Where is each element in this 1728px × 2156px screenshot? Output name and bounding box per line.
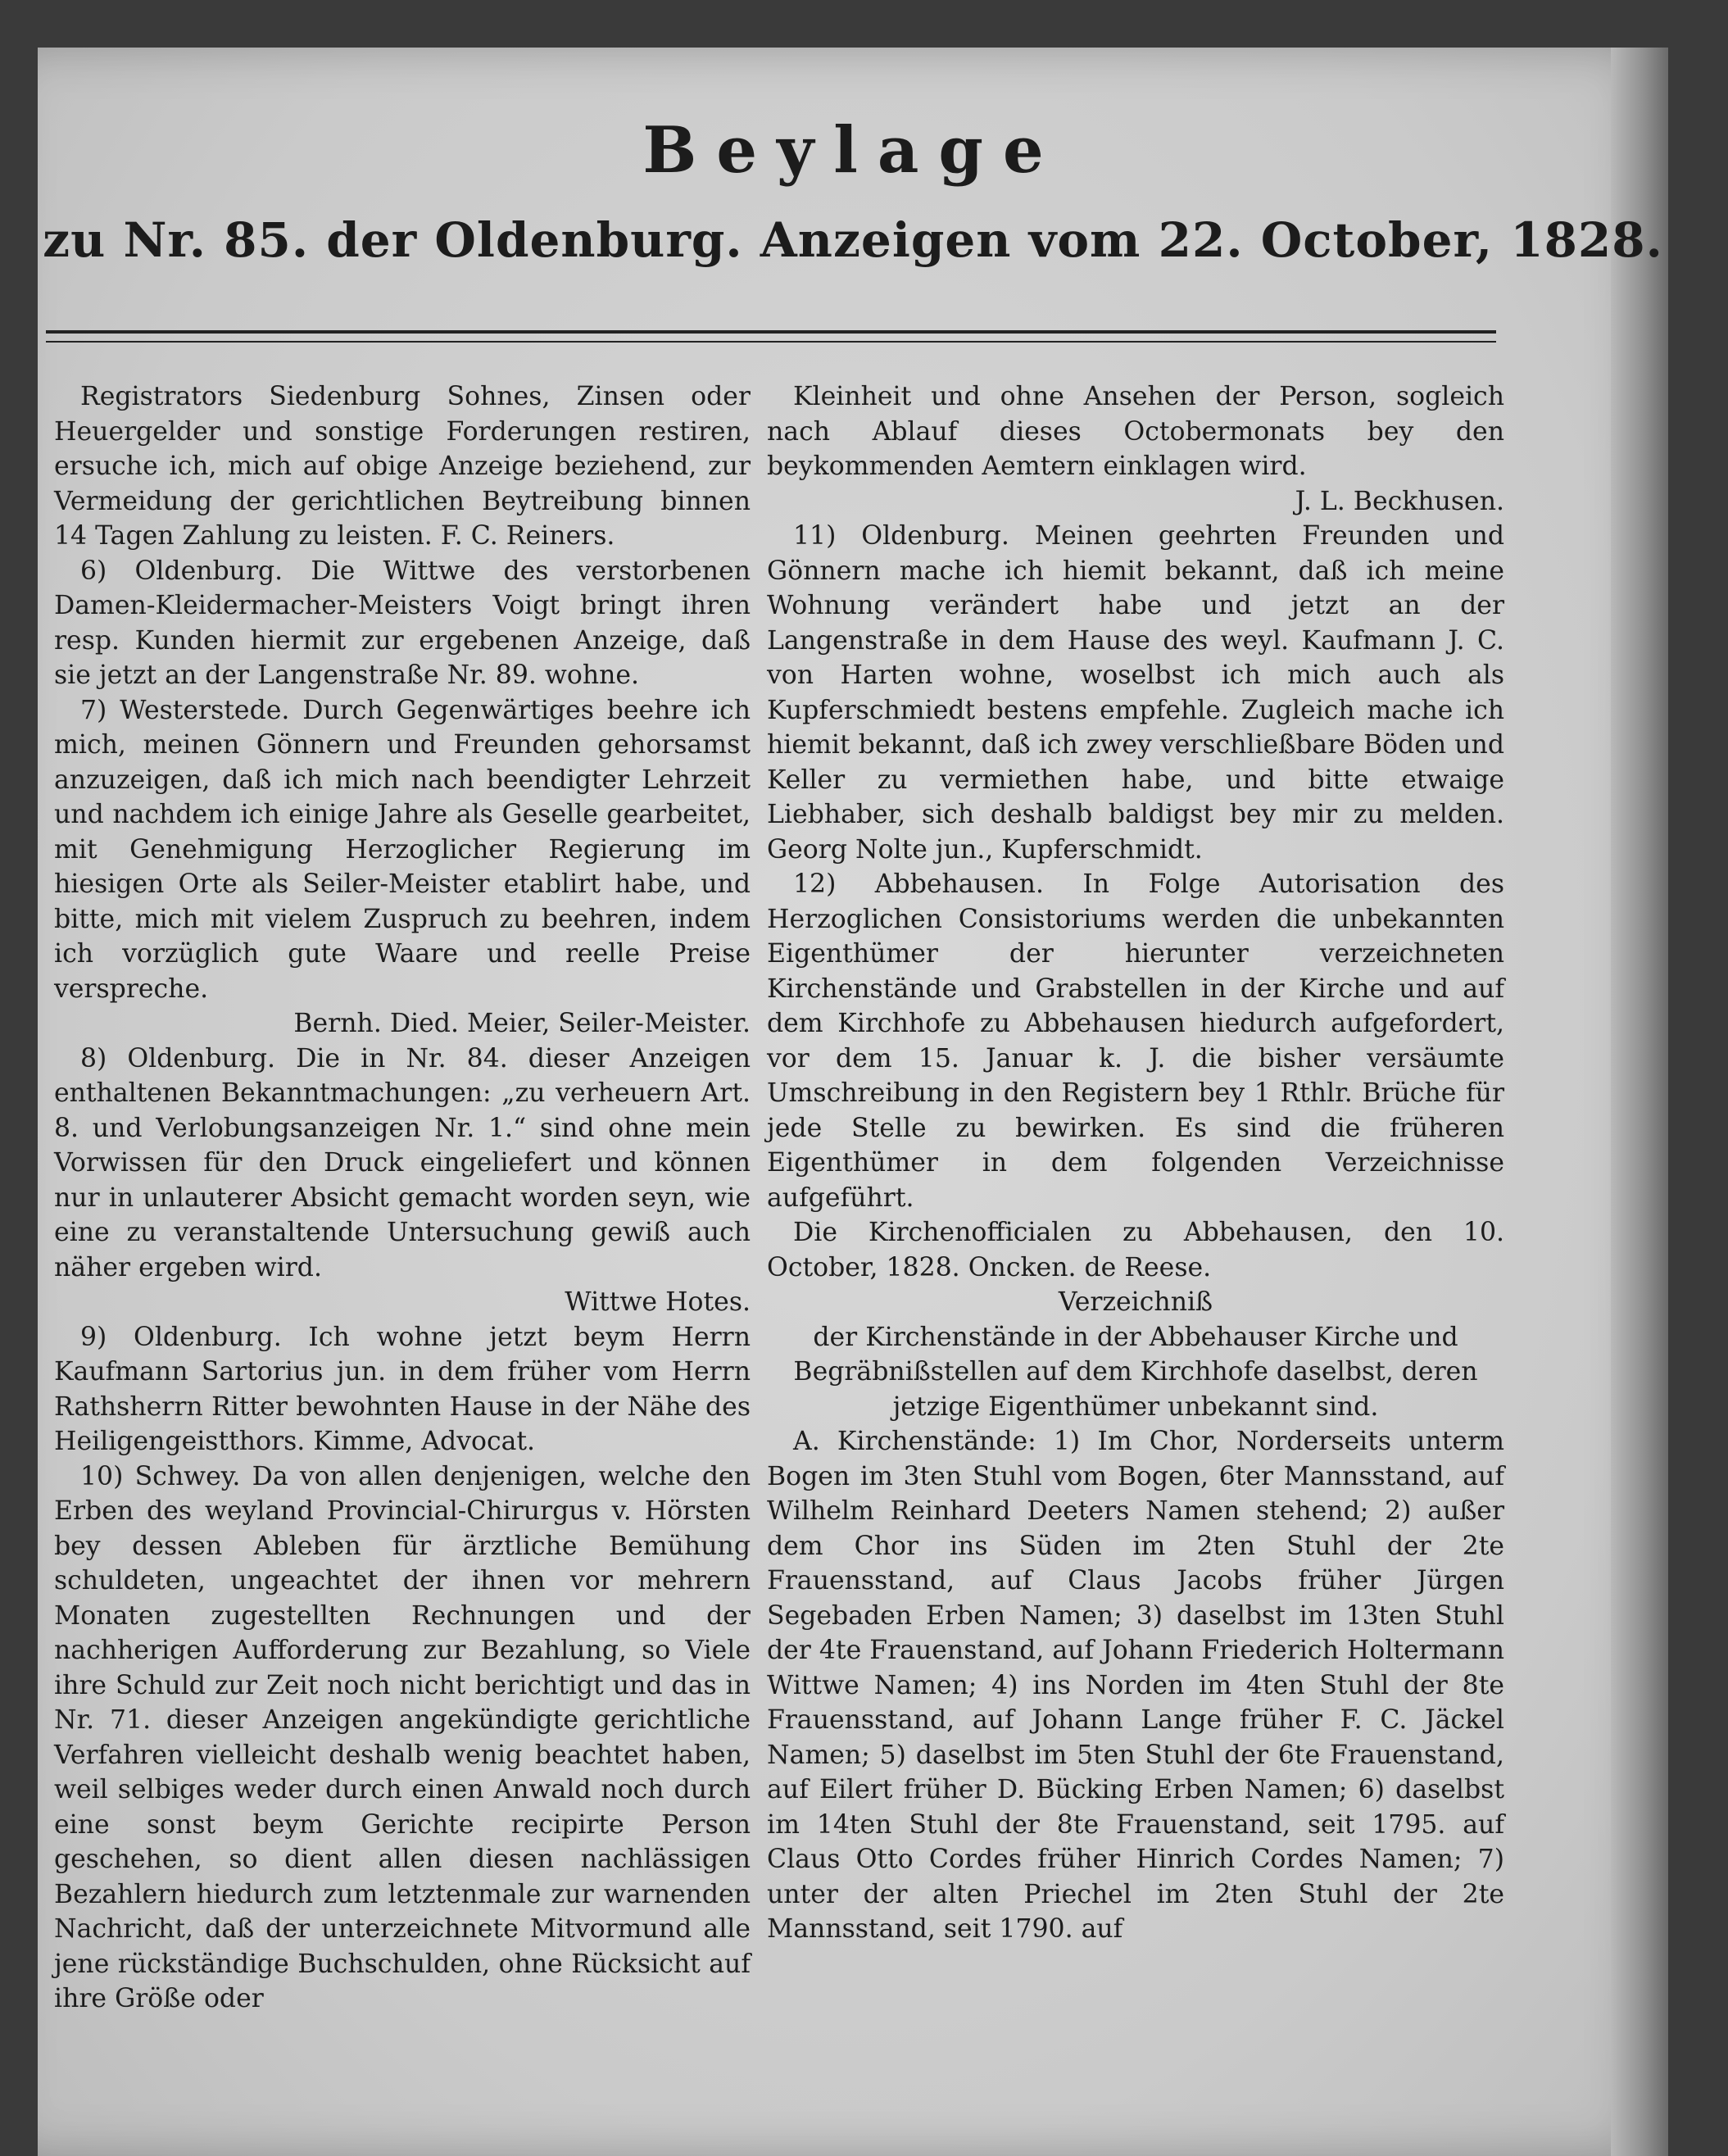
signature-line: Wittwe Hotes. [565,1287,751,1317]
signature-line: Bernh. Died. Meier, Seiler-Meister. [293,1009,751,1038]
notice-paragraph: 9) Oldenburg. Ich wohne jetzt beym Herrn Kaufmann Sartorius jun. in dem früher vom Herrn Rathsherrn Ritter bewohnten Hause in der Nähe des Heiligengeistthors. Kimme, Advocat. [54,1322,751,1456]
notice-paragraph: 12) Abbehausen. In Folge Autorisation des Herzoglichen Consistoriums werden die unbekannten Eigenthümer der hierunter verzeichneten Kirchenstände und Grabstellen in der Kirche und auf dem Kirchhofe zu Abbehausen hiedurch aufgefordert, vor dem 15. Januar k. J. die bisher versäumte Umschreibung in den Registern bey 1 Rthlr. Brüche für jede Stelle zu bewirken. Es sind die früheren Eigenthümer in dem folgenden Verzeichnisse aufgeführt. [767,869,1504,1213]
notice-paragraph: 8) Oldenburg. Die in Nr. 84. dieser Anzeigen enthaltenen Bekanntmachungen: „zu verheuern Art. 8. und Verlobungsanzeigen Nr. 1.“ sind ohne mein Vorwissen für den Druck eingeliefert und können nur in unlauterer Absicht gemacht worden seyn, wie eine zu veranstaltende Untersuchung gewiß auch näher ergeben wird. [54,1043,751,1282]
page-title: Beylage [642,113,1064,188]
notice-paragraph: Registrators Siedenburg Sohnes, Zinsen oder Heuergelder und sonstige Forderungen restiren, ersuche ich, mich auf obige Anzeige beziehend, zur Vermeidung der gerichtlichen Beytreibung binnen 14 Tagen Zahlung zu leisten. F. C. Reiners. [54,382,751,551]
notice-paragraph: 10) Schwey. Da von allen denjenigen, welche den Erben des weyland Provincial-Chirurgus v. Hörsten bey dessen Ableben für ärztliche Bemühung schuldeten, ungeachtet der ihnen vor mehrern Monaten zugestellten Rechnungen und der nachherigen Aufforderung zur Bezahlung, so Viele ihre Schuld zur Zeit noch nicht berichtigt und das in Nr. 71. dieser Anzeigen angekündigte gerichtliche Verfahren vielleicht deshalb wenig beachtet haben, weil selbiges weder durch einen Anwald noch durch eine sonst beym Gerichte recipirte Person geschehen, so dient allen diesen nachlässigen Bezahlern hiedurch zum letztenmale zur warnenden Nachricht, daß der unterzeichnete Mitvormund alle jene rückständige Buchschulden, ohne Rücksicht auf ihre Größe oder [54,1461,751,2013]
right-column [767,379,1504,1947]
newspaper-page [38,48,1668,2156]
centered-heading: Verzeichniß [1058,1287,1213,1317]
notice-paragraph: Kleinheit und ohne Ansehen der Person, sogleich nach Ablauf dieses Octobermonats bey den beykommenden Aemtern einklagen wird. [767,382,1504,481]
page-subtitle: zu Nr. 85. der Oldenburg. Anzeigen vom 22. October, 1828. [43,212,1663,268]
header-rule [46,330,1496,343]
centered-heading: der Kirchenstände in der Abbehauser Kirche und Begräbnißstellen auf dem Kirchhofe daselbst, deren jetzige Eigenthümer unbekannt sind. [793,1322,1478,1422]
signature-line: J. L. Beckhusen. [1295,486,1504,516]
page-header [38,113,1668,268]
notice-paragraph: Die Kirchenofficialen zu Abbehausen, den 10. October, 1828. Oncken. de Reese. [767,1218,1504,1282]
notice-paragraph: 11) Oldenburg. Meinen geehrten Freunden und Gönnern mache ich hiemit bekannt, daß ich meine Wohnung verändert habe und jetzt an der Langenstraße in dem Hause des weyl. Kaufmann J. C. von Harten wohne, woselbst ich mich auch als Kupferschmiedt bestens empfehle. Zugleich mache ich hiemit bekannt, daß ich zwey verschließbare Böden und Keller zu vermiethen habe, und bitte etwaige Liebhaber, sich deshalb baldigst bey mir zu melden. Georg Nolte jun., Kupferschmidt. [767,521,1504,865]
left-column [54,379,751,2017]
page-edge [1611,48,1668,2156]
notice-paragraph: 6) Oldenburg. Die Wittwe des verstorbenen Damen-Kleidermacher-Meisters Voigt bringt ihren resp. Kunden hiermit zur ergebenen Anzeige, daß sie jetzt an der Langenstraße Nr. 89. wohne. [54,556,751,690]
notice-paragraph: 7) Westerstede. Durch Gegenwärtiges beehre ich mich, meinen Gönnern und Freunden gehorsamst anzuzeigen, daß ich mich nach beendigter Lehrzeit und nachdem ich einige Jahre als Geselle gearbeitet, mit Genehmigung Herzoglicher Regierung im hiesigen Orte als Seiler-Meister etablirt habe, und bitte, mich mit vielem Zuspruch zu beehren, indem ich vorzüglich gute Waare und reelle Preise verspreche. [54,695,751,1004]
notice-paragraph: A. Kirchenstände: 1) Im Chor, Norderseits unterm Bogen im 3ten Stuhl vom Bogen, 6ter Mannsstand, auf Wilhelm Reinhard Deeters Namen stehend; 2) außer dem Chor ins Süden im 2ten Stuhl der 2te Frauensstand, auf Claus Jacobs früher Jürgen Segebaden Erben Namen; 3) daselbst im 13ten Stuhl der 4te Frauenstand, auf Johann Friederich Holtermann Wittwe Namen; 4) ins Norden im 4ten Stuhl der 8te Frauensstand, auf Johann Lange früher F. C. Jäckel Namen; 5) daselbst im 5ten Stuhl der 6te Frauenstand, auf Eilert früher D. Bücking Erben Namen; 6) daselbst im 14ten Stuhl der 8te Frauenstand, seit 1795. auf Claus Otto Cordes früher Hinrich Cordes Namen; 7) unter der alten Priechel im 2ten Stuhl der 2te Mannsstand, seit 1790. auf [767,1427,1504,1944]
